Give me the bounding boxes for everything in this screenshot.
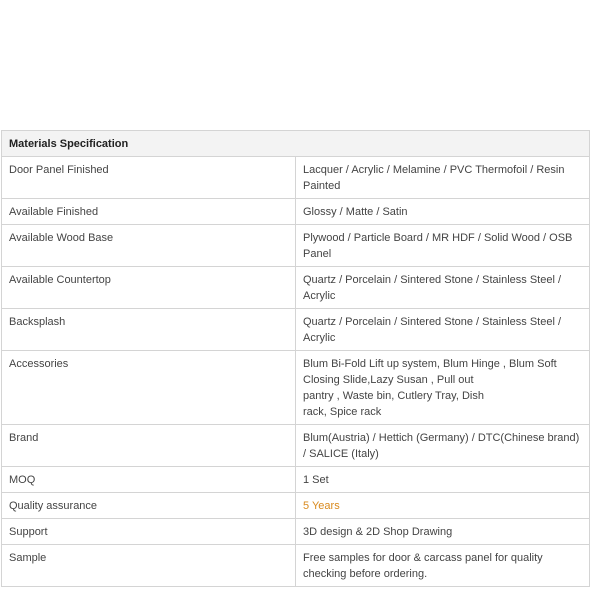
row-label: Available Countertop (2, 267, 296, 309)
table-title: Materials Specification (2, 131, 590, 157)
row-label: Available Finished (2, 199, 296, 225)
value-line: 1 Set (303, 474, 329, 486)
row-value (296, 225, 590, 267)
row-value (296, 545, 590, 587)
row-label: MOQ (2, 467, 296, 493)
row-value (296, 267, 590, 309)
value-line: Plywood / Particle Board / MR HDF / Solid Wood / OSB Panel (303, 232, 573, 260)
table-row (2, 267, 590, 309)
row-label: Accessories (2, 351, 296, 425)
row-value (296, 425, 590, 467)
value-line: 3D design & 2D Shop Drawing (303, 526, 453, 538)
value-line: rack, Spice rack (303, 406, 382, 418)
table-row (2, 351, 590, 425)
row-label: Quality assurance (2, 493, 296, 519)
table-row (2, 225, 590, 267)
row-label: Brand (2, 425, 296, 467)
table-header-row (2, 131, 590, 157)
row-label: Sample (2, 545, 296, 587)
row-value (296, 309, 590, 351)
value-line: Blum(Austria) / Hettich (Germany) / DTC(Chinese brand) / SALICE (Italy) (303, 432, 580, 460)
row-label: Support (2, 519, 296, 545)
table-row (2, 157, 590, 199)
row-label: Available Wood Base (2, 225, 296, 267)
table-row (2, 467, 590, 493)
value-line: Blum Bi-Fold Lift up system, Blum Hinge , Blum Soft Closing Slide,Lazy Susan , Pull out (303, 358, 557, 386)
table-row (2, 519, 590, 545)
row-value (296, 519, 590, 545)
row-label: Door Panel Finished (2, 157, 296, 199)
table-row (2, 309, 590, 351)
materials-specification-table (1, 130, 590, 587)
row-label: Backsplash (2, 309, 296, 351)
value-line: Quartz / Porcelain / Sintered Stone / Stainless Steel / Acrylic (303, 274, 562, 302)
table-row (2, 425, 590, 467)
value-line: Lacquer / Acrylic / Melamine / PVC Thermofoil / Resin Painted (303, 164, 565, 192)
row-value (296, 157, 590, 199)
row-value (296, 199, 590, 225)
quality-assurance-value: 5 Years (303, 500, 340, 512)
row-value (296, 351, 590, 425)
value-line: Free samples for door & carcass panel for quality checking before ordering. (303, 552, 543, 580)
value-line: pantry , Waste bin, Cutlery Tray, Dish (303, 390, 484, 402)
value-line: Quartz / Porcelain / Sintered Stone / Stainless Steel / Acrylic (303, 316, 562, 344)
row-value (296, 493, 590, 519)
table-row (2, 199, 590, 225)
value-line: Glossy / Matte / Satin (303, 206, 408, 218)
row-value (296, 467, 590, 493)
table-row (2, 493, 590, 519)
table-row (2, 545, 590, 587)
